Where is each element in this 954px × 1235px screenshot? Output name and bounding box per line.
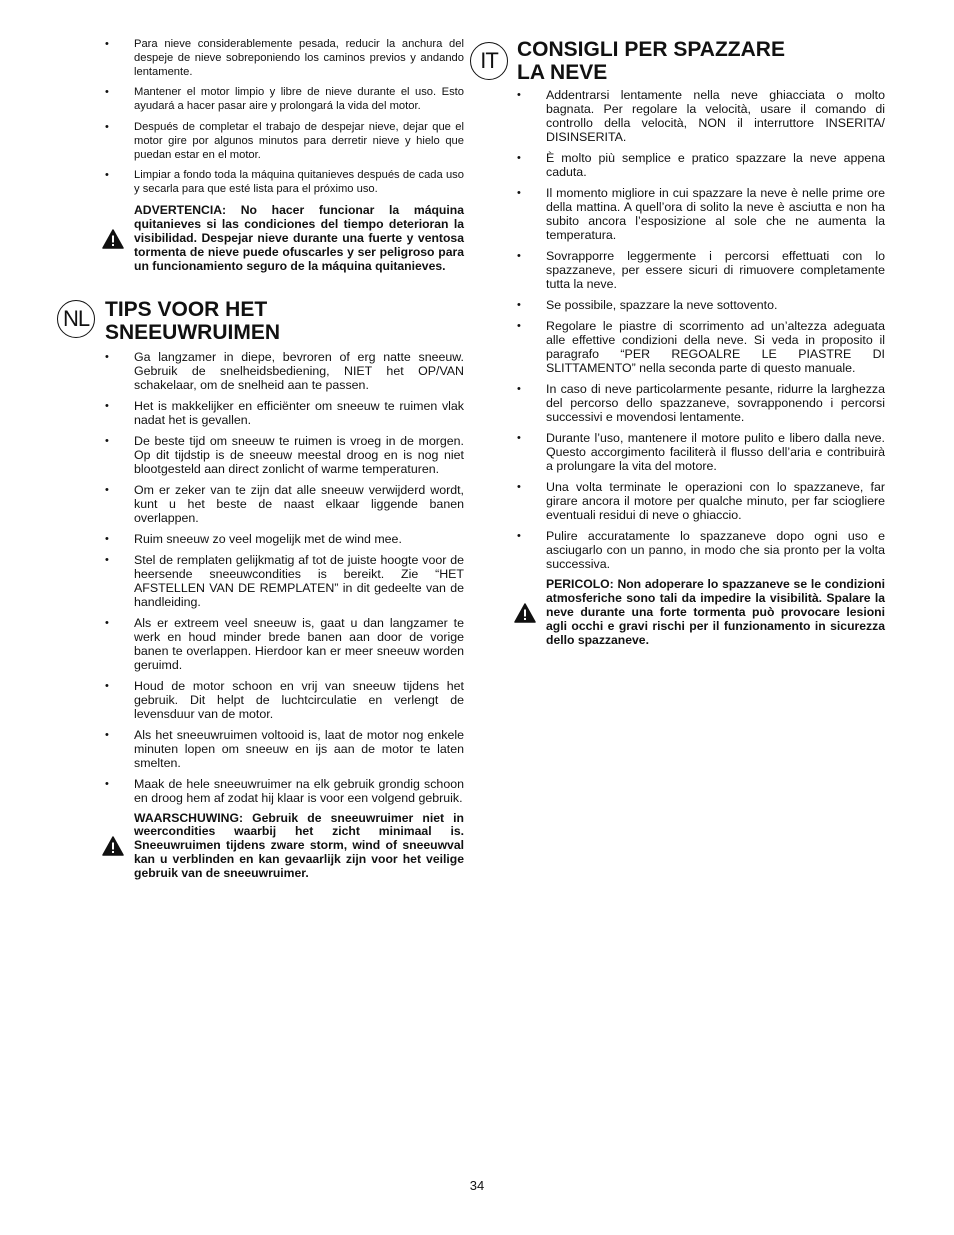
- es-warning: [105, 204, 464, 274]
- nl-warning: [105, 812, 464, 882]
- list-item: • Limpiar a fondo toda la máquina quitanieves después de cada uso y secarla para que esté lista para el próximo uso.: [105, 169, 464, 197]
- list-item: • In caso di neve particolarmente pesante, ridurre la larghezza del percorso dello spazzaneve, sovrapponendo i percorsi successivi e movendosi lentamente.: [517, 382, 885, 424]
- it-tips-list: [517, 88, 885, 571]
- it-warning-text: PERICOLO: Non adoperare lo spazzaneve se le condizioni atmosferiche sono tali da impedire la visibilità. Spalare la neve durante una forte tormenta può provocare lesioni agli occhi e gravi rischi per il funzionamento in sicurezza dello spazzaneve.: [546, 577, 885, 647]
- it-section-title: CONSIGLI PER SPAZZARE LA NEVE: [517, 38, 785, 84]
- list-item: • Om er zeker van te zijn dat alle sneeuw verwijderd wordt, kunt u het beste de naast elkaar liggende banen overlappen.: [105, 483, 464, 525]
- nl-section-header: [62, 297, 464, 350]
- list-item: • Sovrapporre leggermente i percorsi effettuati con lo spazzaneve, per essere sicuri di rimuovere completamente tutta la neve.: [517, 249, 885, 291]
- nl-section-title: TIPS VOOR HET SNEEUWRUIMEN: [105, 297, 281, 344]
- list-item: • Il momento migliore in cui spazzare la neve è nelle prime ore della mattina. A quell’ora di solito la neve è asciutta e non ha subito ancora l’esposizione al sole che ne aumenta la temperatura.: [517, 186, 885, 242]
- right-column: [480, 38, 885, 648]
- warning-icon: [102, 836, 124, 856]
- list-item: • Una volta terminate le operazioni con lo spazzaneve, far girare ancora il motore per qualche minuto, per far sciogliere eventuali residui di neve o ghiaccio.: [517, 480, 885, 522]
- list-item: • Ruim sneeuw zo veel mogelijk met de wind mee.: [105, 532, 464, 546]
- it-section-header: [480, 38, 885, 88]
- list-item: • Para nieve considerablemente pesada, reducir la anchura del despeje de nieve sobreponiendo los caminos previos y andando lentamente.: [105, 38, 464, 79]
- list-item: • Maak de hele sneeuwruimer na elk gebruik grondig schoon en droog hem af zodat hij klaar is voor een volgend gebruik.: [105, 777, 464, 805]
- nl-language-badge: NL: [57, 300, 95, 338]
- nl-tips-list: [105, 350, 464, 805]
- list-item: • Regolare le piastre di scorrimento ad un’altezza adeguata alle effettive condizioni della neve. Si veda in proposito il paragrafo “PER REGOALRE LE PIASTRE DI SLITTAMENTO” nella seconda parte di questo manuale.: [517, 319, 885, 375]
- es-tips-list: [105, 38, 464, 197]
- list-item: • Als het sneeuwruimen voltooid is, laat de motor nog enkele minuten lopen om sneeuw en ijs aan de motor te laten smelten.: [105, 728, 464, 770]
- warning-icon: [514, 603, 536, 623]
- list-item: • È molto più semplice e pratico spazzare la neve appena caduta.: [517, 151, 885, 179]
- it-warning: [517, 578, 885, 648]
- list-item: • Durante l’uso, mantenere il motore pulito e libero dalla neve. Questo accorgimento faciliterà il flusso dell’aria e contribuirà a prolungare la vita del motore.: [517, 431, 885, 473]
- it-language-badge: IT: [470, 42, 508, 80]
- es-warning-text: ADVERTENCIA: No hacer funcionar la máquina quitanieves si las condiciones del tiempo deterioran la visibilidad. Despejar nieve durante una fuerte y ventosa tormenta de nieve puede ofuscarles y ser peligroso para un funcionamiento seguro de la máquina quitanieves.: [134, 202, 464, 273]
- warning-icon: [102, 229, 124, 249]
- left-column: [62, 38, 464, 881]
- list-item: • De beste tijd om sneeuw te ruimen is vroeg in de morgen. Op dit tijdstip is de sneeuw meestal droog en is nog niet blootgesteld aan direct zonlicht of warme temperaturen.: [105, 434, 464, 476]
- list-item: • Se possibile, spazzare la neve sottovento.: [517, 298, 885, 312]
- list-item: • Después de completar el trabajo de despejar nieve, dejar que el motor gire por algunos minutos para derretir nieve y hielo que puedan estar en el motor.: [105, 121, 464, 162]
- list-item: • Als er extreem veel sneeuw is, gaat u dan langzamer te werk en houd minder brede banen aan door de vorige banen te overlappen. Hierdoor kan er meer sneeuw worden geruimd.: [105, 616, 464, 672]
- list-item: • Ga langzamer in diepe, bevroren of erg natte sneeuw. Gebruik de snelheidsbediening, NIET het OP/VAN schakelaar, om de snelheid aan te passen.: [105, 350, 464, 392]
- nl-warning-text: WAARSCHUWING: Gebruik de sneeuwruimer niet in weercondities waarbij het zicht minimaal is. Sneeuwruimen tijdens zware storm, wind of sneeuwval kan u verblinden en kan gevaarlijk zijn voor het veilige gebruik van de sneeuwruimer.: [134, 810, 464, 881]
- list-item: • Het is makkelijker en efficiënter om sneeuw te ruimen vlak nadat het is gevallen.: [105, 399, 464, 427]
- list-item: • Stel de remplaten gelijkmatig af tot de juiste hoogte voor de heersende sneeuwcondities is bereikt. Zie “HET AFSTELLEN VAN DE REMPLATEN” in dit gedeelte van de handleiding.: [105, 553, 464, 609]
- list-item: • Mantener el motor limpio y libre de nieve durante el uso. Esto ayudará a hacer pasar aire y prolongará la vida del motor.: [105, 86, 464, 114]
- list-item: • Addentrarsi lentamente nella neve ghiacciata o molto bagnata. Per regolare la velocità, usare il comando di controllo della velocità, NON il interruttore INSERITA/ DISINSERITA.: [517, 88, 885, 144]
- page-number: 34: [469, 1178, 485, 1193]
- list-item: • Houd de motor schoon en vrij van sneeuw tijdens het gebruik. Dit helpt de luchtcirculatie en verlengt de levensduur van de motor.: [105, 679, 464, 721]
- list-item: • Pulire accuratamente lo spazzaneve dopo ogni uso e asciugarlo con un panno, in modo che sia pronto per la volta successiva.: [517, 529, 885, 571]
